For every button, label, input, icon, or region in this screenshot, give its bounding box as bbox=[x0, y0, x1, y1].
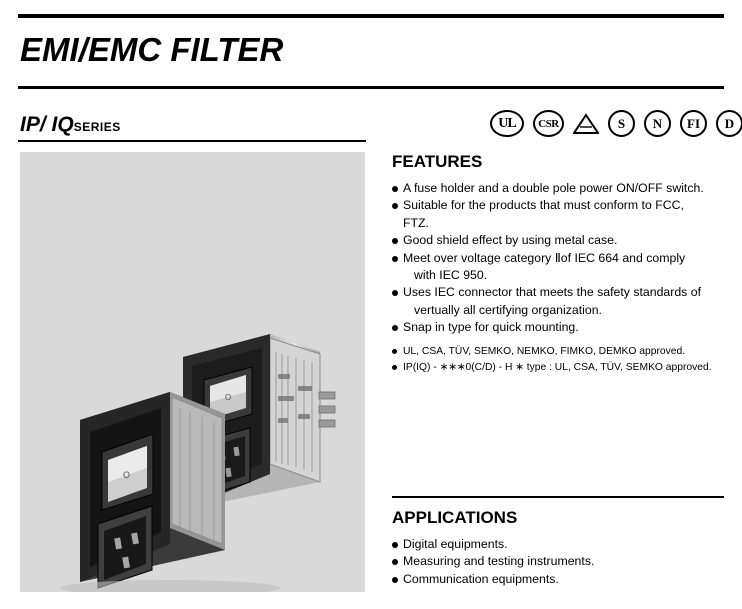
feature-text-cont: with IEC 950. bbox=[414, 268, 488, 283]
applications-heading: APPLICATIONS bbox=[392, 508, 518, 527]
list-item bbox=[392, 344, 712, 360]
feature-text-cont: vertually all certifying organization. bbox=[414, 302, 602, 317]
features-heading: FEATURES bbox=[392, 152, 483, 171]
semko-icon-label: S bbox=[617, 115, 626, 131]
list-item bbox=[392, 553, 712, 570]
tuv-icon bbox=[573, 113, 599, 135]
list-item bbox=[392, 571, 712, 588]
nemko-icon-label: N bbox=[652, 115, 663, 131]
applications-list bbox=[392, 536, 712, 588]
applications-divider bbox=[392, 496, 724, 498]
feature-text: Uses IEC connector that meets the safety standards of bbox=[403, 285, 702, 300]
semko-icon bbox=[608, 110, 635, 137]
feature-text: Meet over voltage category Ⅱof IEC 664 and comply bbox=[403, 250, 686, 265]
list-item bbox=[392, 250, 712, 285]
list-item bbox=[392, 284, 712, 319]
csa-icon-label: CSR bbox=[538, 117, 559, 130]
ul-icon bbox=[490, 110, 524, 137]
title-divider bbox=[18, 86, 724, 89]
application-text: Measuring and testing instruments. bbox=[403, 554, 595, 569]
series-divider bbox=[18, 140, 366, 142]
application-text: Digital equipments. bbox=[403, 537, 508, 551]
fimko-icon-label: FI bbox=[687, 115, 700, 131]
nemko-icon bbox=[644, 110, 671, 137]
features-list bbox=[392, 180, 712, 337]
series-name: IP/ IQ bbox=[20, 113, 74, 136]
csa-icon bbox=[533, 110, 564, 137]
page-title: EMI/EMC FILTER bbox=[20, 31, 284, 68]
ul-icon-label: UL bbox=[498, 115, 516, 131]
series-heading bbox=[20, 113, 121, 137]
list-item bbox=[392, 360, 712, 376]
application-text: Communication equipments. bbox=[403, 571, 559, 586]
feature-text: Good shield effect by using metal case. bbox=[403, 233, 618, 248]
list-item bbox=[392, 319, 712, 336]
top-divider bbox=[18, 14, 724, 18]
approvals-list bbox=[392, 344, 712, 376]
svg-text:O: O bbox=[123, 470, 131, 480]
list-item bbox=[392, 232, 712, 249]
product-photo bbox=[20, 152, 365, 592]
feature-text: A fuse holder and a double pole power ON/OFF switch. bbox=[403, 181, 704, 195]
demko-icon-label: D bbox=[724, 115, 735, 131]
series-suffix: SERIES bbox=[73, 120, 121, 134]
svg-text:O: O bbox=[225, 393, 232, 402]
fimko-icon bbox=[680, 110, 707, 137]
approval-text: UL, CSA, TÜV, SEMKO, NEMKO, FIMKO, DEMKO approved. bbox=[403, 346, 686, 357]
certification-marks bbox=[490, 110, 742, 137]
list-item bbox=[392, 180, 712, 197]
list-item bbox=[392, 197, 712, 232]
feature-text: Snap in type for quick mounting. bbox=[403, 320, 579, 335]
feature-text: Suitable for the products that must conform to FCC, FTZ. bbox=[403, 198, 684, 230]
demko-icon bbox=[716, 110, 742, 137]
list-item bbox=[392, 536, 712, 553]
approval-text: IP(IQ) - ∗∗∗0(C/D) - H ∗ type : UL, CSA, TÜV, SEMKO approved. bbox=[403, 362, 712, 373]
